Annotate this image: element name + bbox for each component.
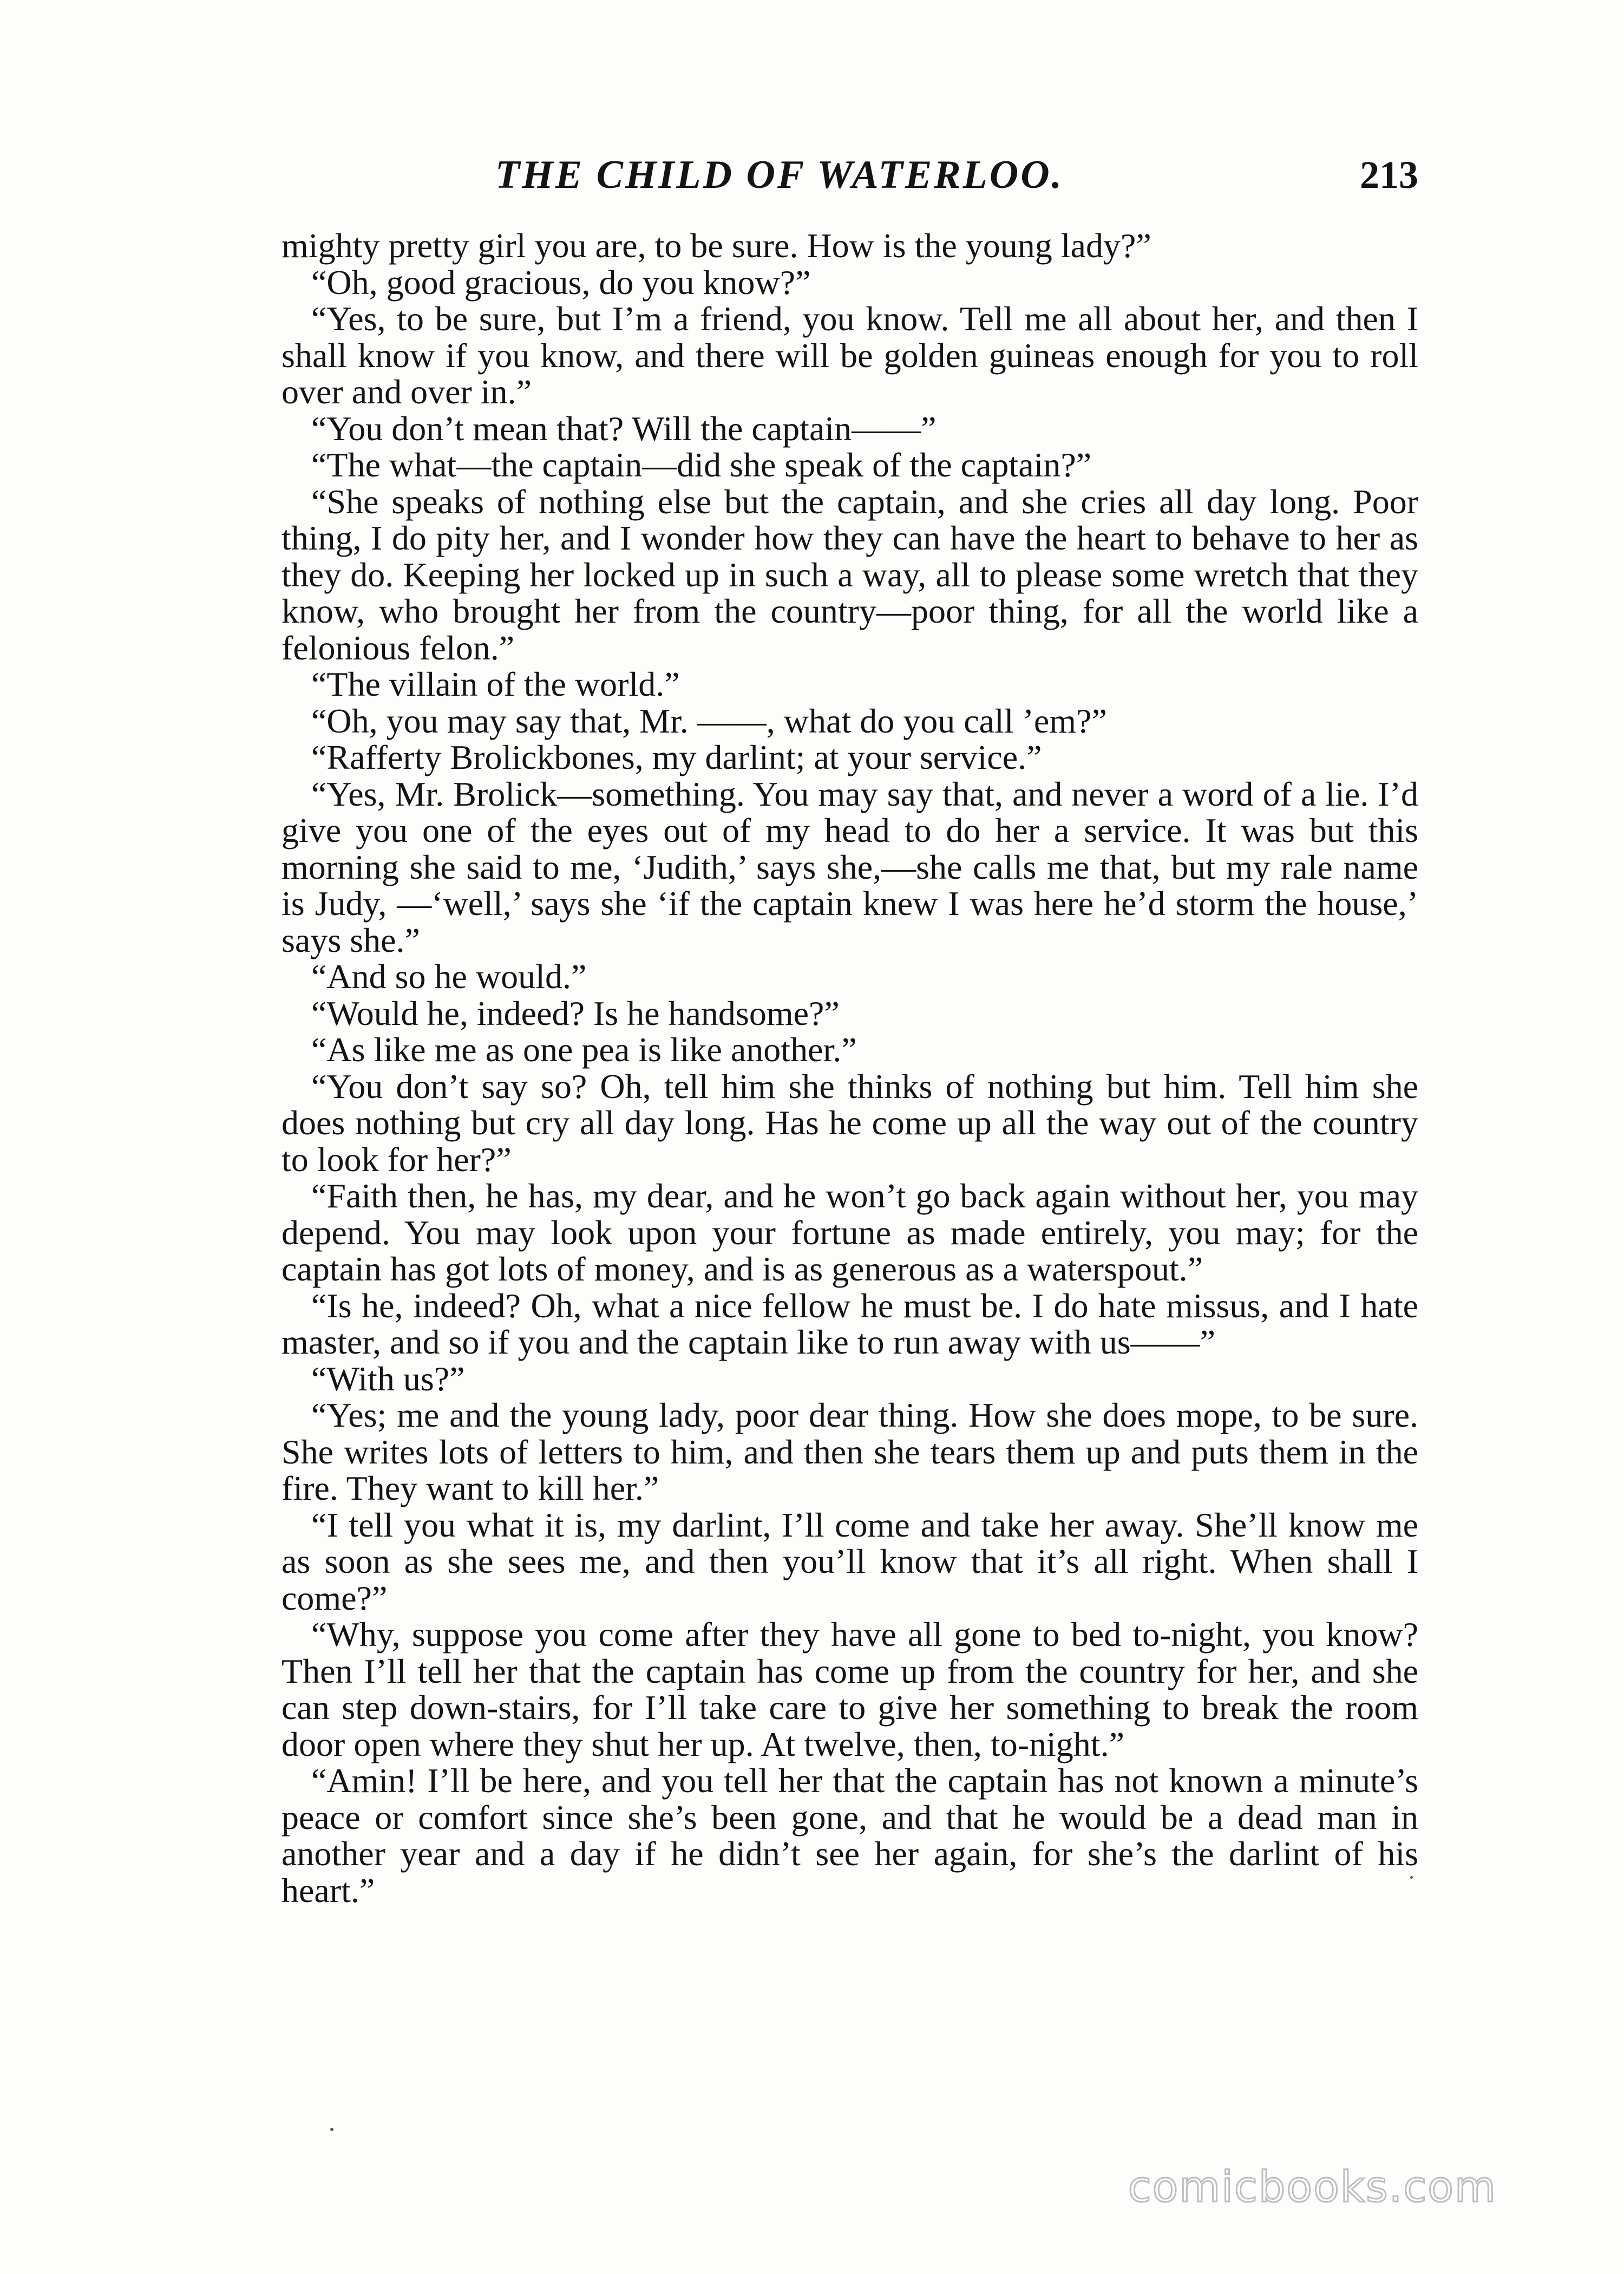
paragraph-10: “Yes, Mr. Brolick—something. You may say that, and never a word of a lie. I’d give you one of the eyes out of my head to do her a service. It was but this morning she said to me, ‘Judith,’ says she,—she calls me that, but my rale name is Judy, —‘well,’ says she ‘if the captain knew I was here he’d storm the house,’ says she.” xyxy=(281,774,1418,959)
paragraph-1: mighty pretty girl you are, to be sure. How is the young lady?” xyxy=(281,226,1151,265)
watermark: comicbooks.com xyxy=(1128,2163,1497,2212)
paragraph-21: “Amin! I’ll be here, and you tell her that the captain has not known a minute’s peace or comfort since she’s been gone, and that he would be a dead man in another year and a day if he didn’t see her again, for she’s the darlint of his heart.” xyxy=(281,1761,1418,1910)
running-title: THE CHILD OF WATERLOO. xyxy=(495,153,1064,197)
ink-speck xyxy=(1410,1876,1413,1879)
paragraph-14: “You don’t say so? Oh, tell him she thinks of nothing but him. Tell him she does nothing but cry all day long. Has he come up all the way out of the country to look for her?” xyxy=(281,1067,1418,1179)
paragraph-16: “Is he, indeed? Oh, what a nice fellow he must be. I do hate missus, and I hate master, and so if you and the captain like to run away with us——” xyxy=(281,1286,1418,1361)
paragraph-8: “Oh, you may say that, Mr. ——, what do you call ’em?” xyxy=(311,701,1107,740)
paragraph-13: “As like me as one pea is like another.” xyxy=(311,1030,857,1069)
paragraph-3: “Yes, to be sure, but I’m a friend, you know. Tell me all about her, and then I shall know if you know, and there will be golden guineas enough for you to roll over and over in.” xyxy=(281,299,1418,411)
paragraph-6: “She speaks of nothing else but the captain, and she cries all day long. Poor thing, I do pity her, and I wonder how they can have the heart to behave to her as they do. Keeping her locked up in such a way, all to please some wretch that they know, who brought her from the country—poor thing, for all the world like a felonious felon.” xyxy=(281,482,1418,667)
paragraph-15: “Faith then, he has, my dear, and he won’t go back again without her, you may depend. You may look upon your fortune as made entirely, you may; for the captain has got lots of money, and is as generous as a waterspout.” xyxy=(281,1177,1418,1288)
page-header xyxy=(281,145,1418,205)
paragraph-2: “Oh, good gracious, do you know?” xyxy=(311,263,811,302)
page-number: 213 xyxy=(1360,153,1418,197)
paragraph-5: “The what—the captain—did she speak of the captain?” xyxy=(311,446,1092,484)
paragraph-7: “The villain of the world.” xyxy=(311,665,680,703)
body-text xyxy=(281,227,1418,1909)
paragraph-19: “I tell you what it is, my darlint, I’ll come and take her away. She’ll know me as soon as she sees me, and then you’ll know that it’s all right. When shall I come?” xyxy=(281,1505,1418,1617)
paragraph-4: “You don’t mean that? Will the captain——” xyxy=(311,409,937,448)
paragraph-12: “Would he, indeed? Is he handsome?” xyxy=(311,994,840,1033)
ink-speck xyxy=(330,2128,333,2131)
paragraph-9: “Rafferty Brolickbones, my darlint; at your service.” xyxy=(311,738,1042,776)
paragraph-18: “Yes; me and the young lady, poor dear thing. How she does mope, to be sure. She writes lots of letters to him, and then she tears them up and puts them in the fire. They want to kill her.” xyxy=(281,1396,1418,1507)
paragraph-17: “With us?” xyxy=(311,1359,465,1398)
paragraph-20: “Why, suppose you come after they have all gone to bed to-night, you know? Then I’ll tell her that the captain has come up from the country for her, and she can step down-stairs, for I’ll take care to give her something to break the room door open where they shut her up. At twelve, then, to-night.” xyxy=(281,1615,1418,1763)
paragraph-11: “And so he would.” xyxy=(311,957,587,996)
